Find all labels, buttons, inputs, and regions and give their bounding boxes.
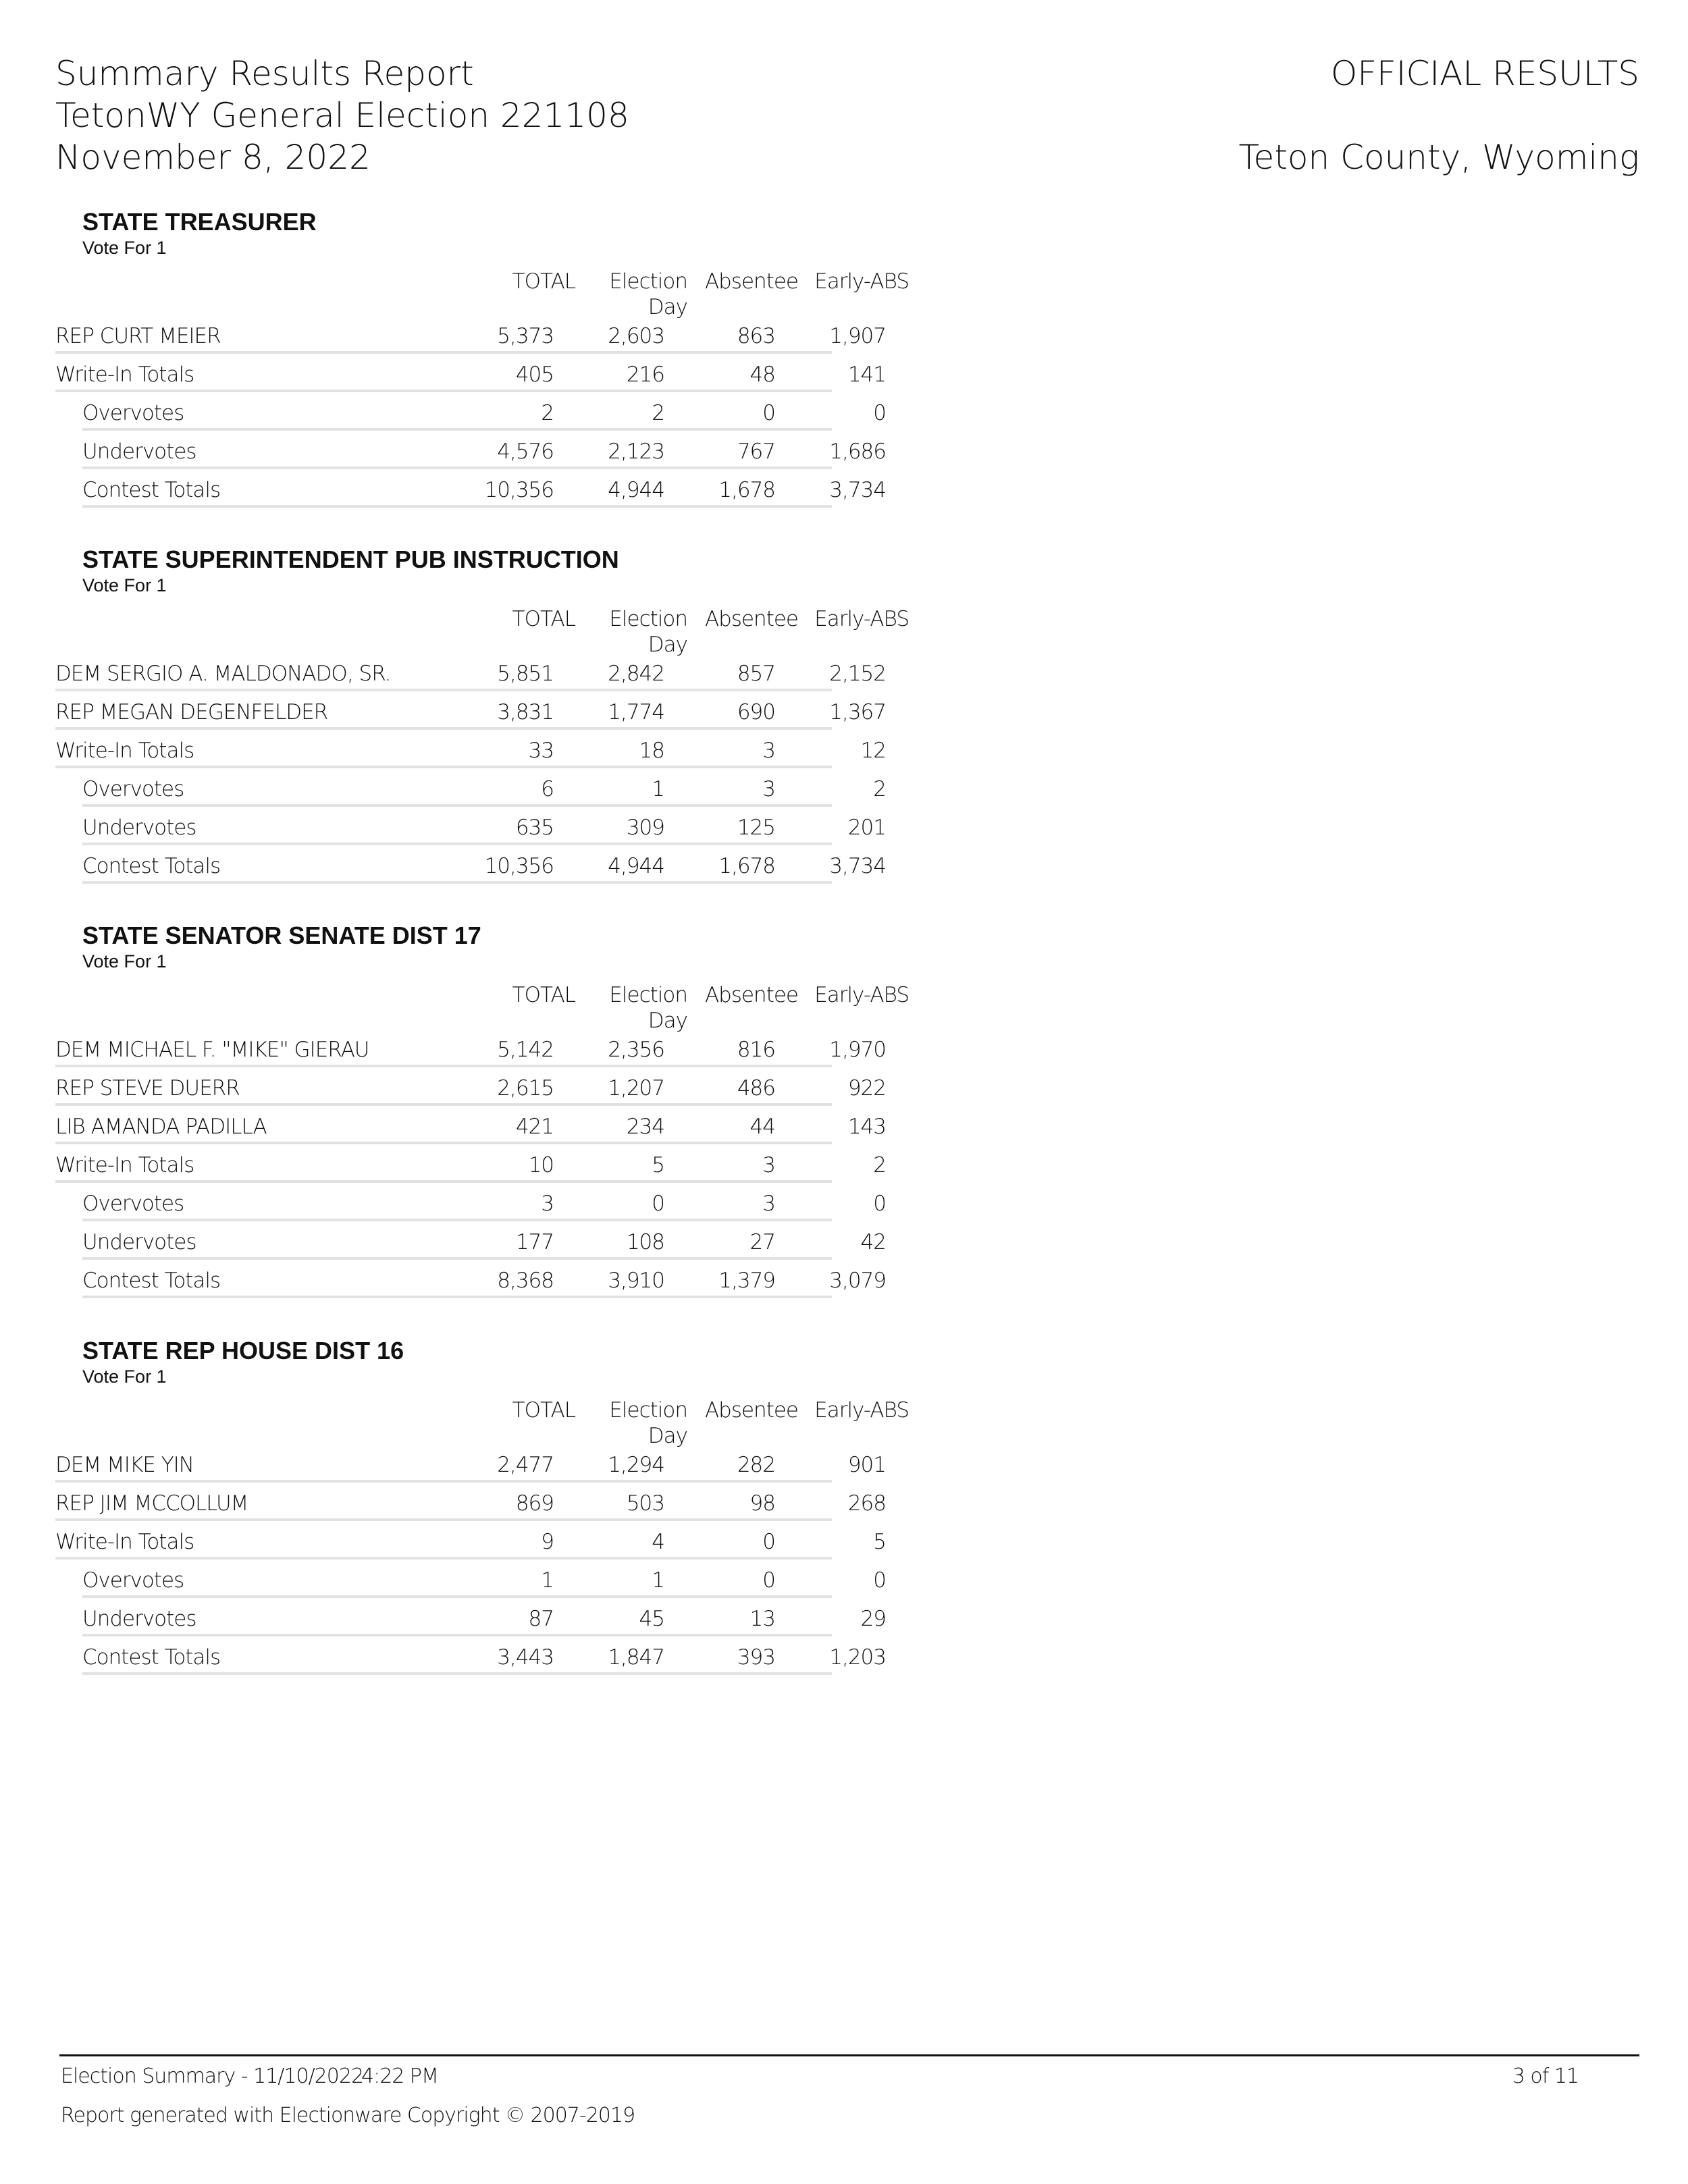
total-value: 10,356 <box>484 478 554 502</box>
contest-title: STATE REP HOUSE DIST 16 <box>82 1337 404 1364</box>
election-day-value: 0 <box>652 1192 664 1216</box>
total-value: 3 <box>541 1192 554 1216</box>
row-divider <box>55 766 832 768</box>
row-divider <box>82 1595 832 1598</box>
footer-rule <box>59 2054 1639 2056</box>
early-abs-value: 2 <box>873 1153 886 1177</box>
row-label: REP STEVE DUERR <box>55 1076 240 1100</box>
election-day-value: 1 <box>652 1568 664 1593</box>
total-value: 869 <box>515 1491 554 1516</box>
early-abs-value: 3,734 <box>829 854 886 878</box>
result-row <box>55 1643 886 1681</box>
col-absentee-header: Absentee <box>704 1398 798 1422</box>
col-election-day-line2: Day <box>648 295 687 319</box>
row-divider <box>82 843 832 845</box>
footer-page-number: 3 of 11 <box>1512 2065 1579 2088</box>
early-abs-value: 42 <box>860 1230 886 1254</box>
col-early-abs-header: Early-ABS <box>814 607 909 631</box>
col-absentee-header: Absentee <box>704 269 798 294</box>
election-day-value: 1,207 <box>608 1076 664 1100</box>
result-row <box>55 1489 886 1527</box>
election-day-value: 1 <box>652 777 664 801</box>
row-divider <box>55 1142 832 1144</box>
result-row <box>55 851 886 890</box>
row-divider <box>82 1296 832 1298</box>
early-abs-value: 1,686 <box>829 440 886 464</box>
county-name: Teton County, Wyoming <box>1238 138 1639 177</box>
result-row <box>55 1450 886 1489</box>
row-label: Write-In Totals <box>55 739 194 763</box>
absentee-value: 1,379 <box>718 1269 775 1293</box>
row-divider <box>55 1065 832 1067</box>
absentee-value: 27 <box>749 1230 775 1254</box>
row-label: REP CURT MEIER <box>55 324 221 348</box>
contest-rows <box>55 1035 886 1304</box>
total-value: 5,142 <box>497 1038 554 1062</box>
contest-title: STATE SUPERINTENDENT PUB INSTRUCTION <box>82 545 619 573</box>
report-title: Summary Results Report <box>55 54 474 93</box>
col-election-day-line2: Day <box>648 633 687 657</box>
total-value: 3,831 <box>497 700 554 724</box>
result-row <box>55 1189 886 1227</box>
row-label: Undervotes <box>82 816 196 840</box>
result-row <box>55 1073 886 1112</box>
election-day-value: 503 <box>626 1491 664 1516</box>
col-election-day-line1: Election <box>609 607 687 631</box>
row-label: Overvotes <box>82 1192 184 1216</box>
election-day-value: 4,944 <box>608 478 664 502</box>
result-row <box>55 736 886 774</box>
row-label: Write-In Totals <box>55 1153 194 1177</box>
election-day-value: 4,944 <box>608 854 664 878</box>
row-divider <box>82 505 832 508</box>
result-row <box>55 1566 886 1604</box>
col-election-day-line2: Day <box>648 1424 687 1448</box>
election-day-value: 2 <box>652 401 664 425</box>
col-early-abs-header: Early-ABS <box>814 983 909 1007</box>
row-divider <box>55 351 832 354</box>
row-label: Overvotes <box>82 401 184 425</box>
early-abs-value: 1,970 <box>829 1038 886 1062</box>
col-total-header: TOTAL <box>512 607 575 631</box>
absentee-value: 486 <box>737 1076 775 1100</box>
total-value: 635 <box>515 816 554 840</box>
row-label: Contest Totals <box>82 478 221 502</box>
row-divider <box>55 1103 832 1106</box>
total-value: 33 <box>528 739 554 763</box>
election-day-value: 1,294 <box>608 1453 664 1477</box>
vote-for-label: Vote For 1 <box>82 238 167 258</box>
absentee-value: 863 <box>737 324 775 348</box>
result-row <box>55 813 886 851</box>
election-day-value: 18 <box>639 739 664 763</box>
row-label: LIB AMANDA PADILLA <box>55 1115 267 1139</box>
row-divider <box>82 428 832 431</box>
row-label: Contest Totals <box>82 1269 221 1293</box>
early-abs-value: 0 <box>873 401 886 425</box>
election-day-value: 2,842 <box>608 662 664 686</box>
election-day-value: 45 <box>639 1607 664 1631</box>
total-value: 4,576 <box>497 440 554 464</box>
early-abs-value: 2,152 <box>829 662 886 686</box>
row-divider <box>55 727 832 730</box>
absentee-value: 282 <box>737 1453 775 1477</box>
row-divider <box>82 1257 832 1260</box>
early-abs-value: 3,079 <box>829 1269 886 1293</box>
total-value: 5,851 <box>497 662 554 686</box>
vote-for-label: Vote For 1 <box>82 1366 167 1387</box>
result-row <box>55 1150 886 1189</box>
absentee-value: 816 <box>737 1038 775 1062</box>
absentee-value: 13 <box>749 1607 775 1631</box>
election-day-value: 234 <box>626 1115 664 1139</box>
contest-rows <box>55 659 886 890</box>
result-row <box>55 659 886 697</box>
election-day-value: 108 <box>626 1230 664 1254</box>
row-label: Undervotes <box>82 1607 196 1631</box>
absentee-value: 3 <box>762 739 775 763</box>
absentee-value: 1,678 <box>718 854 775 878</box>
absentee-value: 44 <box>749 1115 775 1139</box>
absentee-value: 690 <box>737 700 775 724</box>
row-divider <box>82 881 832 884</box>
early-abs-value: 143 <box>847 1115 886 1139</box>
row-label: Write-In Totals <box>55 363 194 387</box>
col-election-day-line1: Election <box>609 1398 687 1422</box>
absentee-value: 767 <box>737 440 775 464</box>
footer-copyright: Report generated with Electionware Copyright © 2007-2019 <box>61 2104 635 2127</box>
early-abs-value: 0 <box>873 1568 886 1593</box>
footer-summary: Election Summary - 11/10/2022 <box>61 2065 364 2088</box>
col-absentee-header: Absentee <box>704 607 798 631</box>
result-row <box>55 437 886 475</box>
result-row <box>55 398 886 437</box>
col-absentee-header: Absentee <box>704 983 798 1007</box>
total-value: 3,443 <box>497 1645 554 1670</box>
col-early-abs-header: Early-ABS <box>814 269 909 294</box>
result-row <box>55 1035 886 1073</box>
row-divider <box>55 689 832 691</box>
absentee-value: 3 <box>762 1153 775 1177</box>
contest-title: STATE TREASURER <box>82 208 317 236</box>
row-divider <box>55 1480 832 1483</box>
row-label: REP MEGAN DEGENFELDER <box>55 700 328 724</box>
election-day-value: 2,123 <box>608 440 664 464</box>
col-election-day-line2: Day <box>648 1009 687 1033</box>
total-value: 9 <box>541 1530 554 1554</box>
early-abs-value: 901 <box>847 1453 886 1477</box>
row-divider <box>55 1518 832 1521</box>
early-abs-value: 1,907 <box>829 324 886 348</box>
absentee-value: 0 <box>762 1530 775 1554</box>
col-total-header: TOTAL <box>512 1398 575 1422</box>
row-divider <box>82 467 832 469</box>
total-value: 87 <box>528 1607 554 1631</box>
early-abs-value: 0 <box>873 1192 886 1216</box>
contest-title: STATE SENATOR SENATE DIST 17 <box>82 922 481 949</box>
absentee-value: 3 <box>762 1192 775 1216</box>
result-row <box>55 360 886 398</box>
absentee-value: 0 <box>762 1568 775 1593</box>
row-label: DEM MIKE YIN <box>55 1453 194 1477</box>
total-value: 10 <box>528 1153 554 1177</box>
row-label: Overvotes <box>82 1568 184 1593</box>
row-label: Contest Totals <box>82 1645 221 1670</box>
row-divider <box>55 1180 832 1183</box>
row-label: Overvotes <box>82 777 184 801</box>
row-label: DEM SERGIO A. MALDONADO, SR. <box>55 662 391 686</box>
row-divider <box>55 390 832 392</box>
result-row <box>55 321 886 360</box>
total-value: 405 <box>515 363 554 387</box>
absentee-value: 3 <box>762 777 775 801</box>
absentee-value: 98 <box>749 1491 775 1516</box>
election-day-value: 1,774 <box>608 700 664 724</box>
absentee-value: 125 <box>737 816 775 840</box>
election-day-value: 216 <box>626 363 664 387</box>
col-election-day-line1: Election <box>609 269 687 294</box>
election-day-value: 5 <box>652 1153 664 1177</box>
footer-time: 4:22 PM <box>361 2065 438 2088</box>
absentee-value: 0 <box>762 401 775 425</box>
total-value: 2,615 <box>497 1076 554 1100</box>
election-date: November 8, 2022 <box>55 138 371 177</box>
row-divider <box>82 1672 832 1675</box>
early-abs-value: 922 <box>847 1076 886 1100</box>
row-divider <box>82 804 832 807</box>
early-abs-value: 3,734 <box>829 478 886 502</box>
vote-for-label: Vote For 1 <box>82 951 167 971</box>
total-value: 2,477 <box>497 1453 554 1477</box>
total-value: 10,356 <box>484 854 554 878</box>
col-early-abs-header: Early-ABS <box>814 1398 909 1422</box>
early-abs-value: 5 <box>873 1530 886 1554</box>
total-value: 1 <box>541 1568 554 1593</box>
result-row <box>55 1604 886 1643</box>
total-value: 177 <box>515 1230 554 1254</box>
early-abs-value: 12 <box>860 739 886 763</box>
official-results-label: OFFICIAL RESULTS <box>1330 54 1639 93</box>
row-label: Undervotes <box>82 1230 196 1254</box>
total-value: 2 <box>541 401 554 425</box>
result-row <box>55 697 886 736</box>
row-label: Contest Totals <box>82 854 221 878</box>
row-label: Write-In Totals <box>55 1530 194 1554</box>
col-total-header: TOTAL <box>512 983 575 1007</box>
early-abs-value: 1,203 <box>829 1645 886 1670</box>
result-row <box>55 1227 886 1266</box>
election-day-value: 1,847 <box>608 1645 664 1670</box>
election-day-value: 4 <box>652 1530 664 1554</box>
early-abs-value: 2 <box>873 777 886 801</box>
election-day-value: 2,356 <box>608 1038 664 1062</box>
election-day-value: 3,910 <box>608 1269 664 1293</box>
col-election-day-line1: Election <box>609 983 687 1007</box>
result-row <box>55 1527 886 1566</box>
early-abs-value: 29 <box>860 1607 886 1631</box>
absentee-value: 48 <box>749 363 775 387</box>
row-label: DEM MICHAEL F. "MIKE" GIERAU <box>55 1038 369 1062</box>
election-name: TetonWY General Election 221108 <box>55 96 629 135</box>
row-divider <box>55 1557 832 1560</box>
row-label: Undervotes <box>82 440 196 464</box>
absentee-value: 1,678 <box>718 478 775 502</box>
vote-for-label: Vote For 1 <box>82 575 167 595</box>
contest-rows <box>55 321 886 514</box>
early-abs-value: 1,367 <box>829 700 886 724</box>
early-abs-value: 201 <box>847 816 886 840</box>
total-value: 6 <box>541 777 554 801</box>
contest-rows <box>55 1450 886 1681</box>
result-row <box>55 475 886 514</box>
col-total-header: TOTAL <box>512 269 575 294</box>
result-row <box>55 1112 886 1150</box>
election-day-value: 309 <box>626 816 664 840</box>
absentee-value: 857 <box>737 662 775 686</box>
early-abs-value: 268 <box>847 1491 886 1516</box>
row-divider <box>82 1634 832 1636</box>
row-label: REP JIM MCCOLLUM <box>55 1491 248 1516</box>
absentee-value: 393 <box>737 1645 775 1670</box>
total-value: 421 <box>515 1115 554 1139</box>
early-abs-value: 141 <box>847 363 886 387</box>
election-day-value: 2,603 <box>608 324 664 348</box>
result-row <box>55 1266 886 1304</box>
result-row <box>55 774 886 813</box>
row-divider <box>82 1219 832 1221</box>
total-value: 5,373 <box>497 324 554 348</box>
total-value: 8,368 <box>497 1269 554 1293</box>
